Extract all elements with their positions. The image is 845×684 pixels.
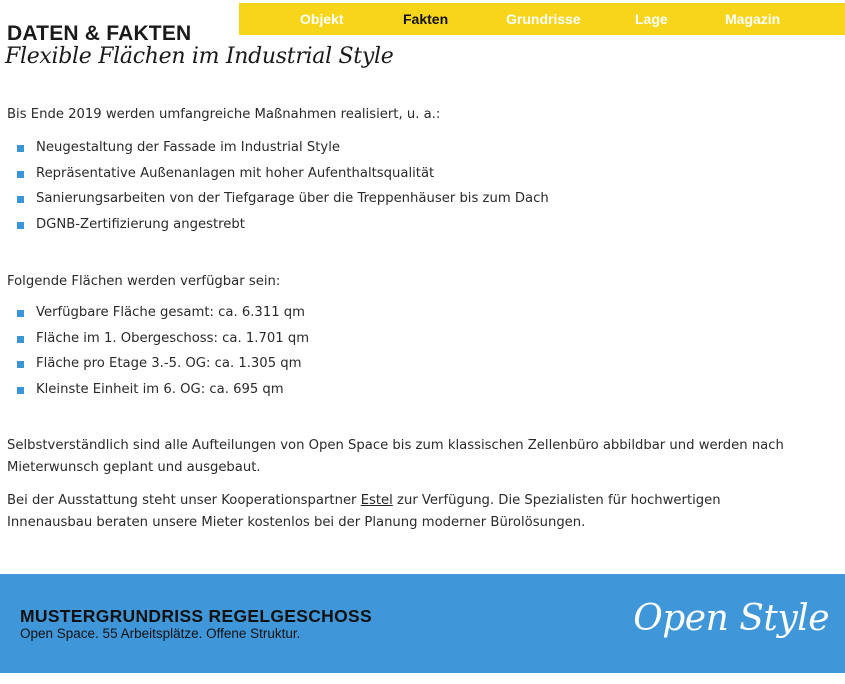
list-item-text: Fläche im 1. Obergeschoss: ca. 1.701 qm (36, 330, 310, 346)
floorplan-teaser-banner[interactable] (0, 574, 845, 673)
list-item (0, 186, 549, 212)
bullet-icon (17, 310, 24, 317)
banner-subtitle: Open Space. 55 Arbeitsplätze. Offene Struktur. (20, 626, 301, 641)
bullet-icon (17, 361, 24, 368)
bullet-icon (17, 387, 24, 394)
list-item-text: Fläche pro Etage 3.-5. OG: ca. 1.305 qm (36, 356, 302, 372)
estel-link[interactable]: Estel (360, 493, 393, 508)
list-item-text: Neugestaltung der Fassade im Industrial Style (36, 140, 340, 155)
bullet-icon (17, 171, 24, 178)
bullet-icon (17, 336, 24, 343)
list-item (0, 351, 309, 377)
bullet-icon (17, 145, 24, 152)
list-item (0, 326, 309, 352)
paragraph-partner (7, 490, 787, 534)
paragraph-text: zur Verfügung. Die Spezialisten für hochwertigen Innenausbau beraten unsere Mieter kostenlos bei der Planung moderner Bürolösungen. (7, 493, 721, 530)
list-item (0, 212, 549, 238)
measures-list (0, 135, 549, 237)
bullet-icon (17, 222, 24, 229)
list-item-text: Repräsentative Außenanlagen mit hoher Aufenthaltsqualität (36, 165, 435, 181)
paragraph-layout: Selbstverständlich sind alle Aufteilungen von Open Space bis zum klassischen Zellenbüro abbildbar und werden nach Mieterwunsch geplant und ausgebaut. (7, 438, 784, 475)
bullet-icon (17, 196, 24, 203)
nav-item-objekt[interactable]: Objekt (300, 11, 344, 27)
list-item (0, 161, 549, 187)
nav-item-magazin[interactable]: Magazin (725, 11, 781, 27)
intro-measures: Bis Ende 2019 werden umfangreiche Maßnahmen realisiert, u. a.: (7, 107, 441, 122)
paragraph-text: Bei der Ausstattung steht unser Kooperationspartner (7, 493, 361, 508)
list-item-text: DGNB-Zertifizierung angestrebt (36, 216, 245, 232)
banner-title: MUSTERGRUNDRISS REGELGESCHOSS (20, 606, 372, 626)
list-item-text: Kleinste Einheit im 6. OG: ca. 695 qm (36, 381, 284, 397)
list-item (0, 135, 549, 161)
page-title: DATEN & FAKTEN (7, 22, 192, 45)
list-item (0, 377, 309, 403)
list-item (0, 300, 309, 326)
intro-areas: Folgende Flächen werden verfügbar sein: (7, 274, 281, 289)
top-navigation-bar (239, 3, 845, 35)
page-subtitle: Flexible Flächen im Industrial Style (5, 44, 394, 69)
areas-list (0, 300, 309, 402)
list-item-text: Sanierungsarbeiten von der Tiefgarage über die Treppenhäuser bis zum Dach (36, 191, 549, 207)
nav-item-grundrisse[interactable]: Grundrisse (506, 11, 581, 27)
list-item-text: Verfügbare Fläche gesamt: ca. 6.311 qm (36, 305, 306, 320)
nav-item-lage[interactable]: Lage (635, 11, 668, 27)
open-style-logo: Open Style (633, 598, 829, 639)
nav-item-fakten[interactable]: Fakten (403, 11, 449, 27)
